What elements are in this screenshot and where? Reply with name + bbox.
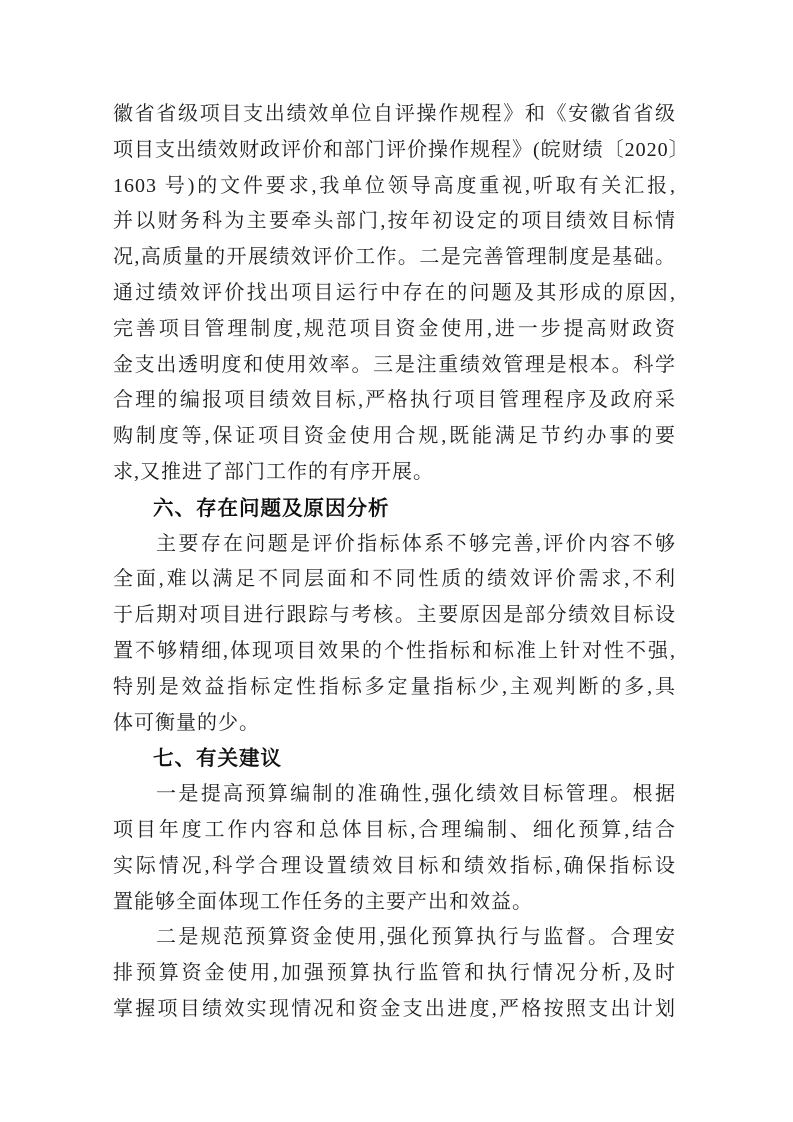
- para-problems-and-causes-line-2: 全面,难以满足不同层面和不同性质的绩效评价需求,不利: [113, 568, 676, 591]
- para-evaluation-work-continued-line-4: 并以财务科为主要牵头部门,按年初设定的项目绩效目标情: [113, 210, 676, 233]
- para-suggestion-1-line-1: 一是提高预算编制的准确性,强化绩效目标管理。根据: [156, 783, 676, 806]
- para-evaluation-work-continued-line-11: 求,又推进了部门工作的有序开展。: [113, 460, 434, 483]
- para-suggestion-1-line-2: 项目年度工作内容和总体目标,合理编制、细化预算,结合: [113, 818, 676, 841]
- para-suggestion-1-line-4: 置能够全面体现工作任务的主要产出和效益。: [113, 890, 533, 913]
- para-evaluation-work-continued-line-2: 项目支出绩效财政评价和部门评价操作规程》(皖财绩〔2020〕: [113, 138, 690, 161]
- para-problems-and-causes-line-1: 主要存在问题是评价指标体系不够完善,评价内容不够: [156, 532, 676, 555]
- para-evaluation-work-continued-line-1: 徽省省级项目支出绩效单位自评操作规程》和《安徽省省级: [113, 103, 676, 125]
- para-evaluation-work-continued-line-3: 1603 号)的文件要求,我单位领导高度重视,听取有关汇报,: [113, 174, 676, 197]
- para-problems-and-causes-line-4: 置不够精细,体现项目效果的个性指标和标准上针对性不强,: [113, 639, 676, 662]
- para-problems-and-causes-line-5: 特别是效益指标定性指标多定量指标少,主观判断的多,具: [113, 675, 676, 698]
- para-evaluation-work-continued-line-8: 金支出透明度和使用效率。三是注重绩效管理是根本。科学: [113, 353, 676, 376]
- para-evaluation-work-continued-line-9: 合理的编报项目绩效目标,严格执行项目管理程序及政府采: [113, 389, 676, 412]
- para-suggestion-2-line-3: 掌握项目绩效实现情况和资金支出进度,严格按照支出计划: [113, 997, 676, 1020]
- para-evaluation-work-continued-line-6: 通过绩效评价找出项目运行中存在的问题及其形成的原因,: [113, 281, 676, 304]
- para-evaluation-work-continued-line-5: 况,高质量的开展绩效评价工作。二是完善管理制度是基础。: [113, 246, 676, 269]
- para-suggestion-2-line-1: 二是规范预算资金使用,强化预算执行与监督。合理安: [156, 926, 676, 949]
- heading-section-7: 七、有关建议: [153, 747, 282, 771]
- para-evaluation-work-continued-line-7: 完善项目管理制度,规范项目资金使用,进一步提高财政资: [113, 317, 676, 340]
- para-suggestion-1-line-3: 实际情况,科学合理设置绩效目标和绩效指标,确保指标设: [113, 854, 676, 877]
- heading-section-6: 六、存在问题及原因分析: [153, 496, 390, 520]
- para-evaluation-work-continued-line-10: 购制度等,保证项目资金使用合规,既能满足节约办事的要: [113, 425, 676, 448]
- document-blocks: [113, 97, 690, 1028]
- para-problems-and-causes-line-6: 体可衡量的少。: [113, 711, 260, 734]
- para-suggestion-2-line-2: 排预算资金使用,加强预算执行监管和执行情况分析,及时: [113, 962, 676, 985]
- para-problems-and-causes-line-3: 于后期对项目进行跟踪与考核。主要原因是部分绩效目标设: [113, 604, 676, 627]
